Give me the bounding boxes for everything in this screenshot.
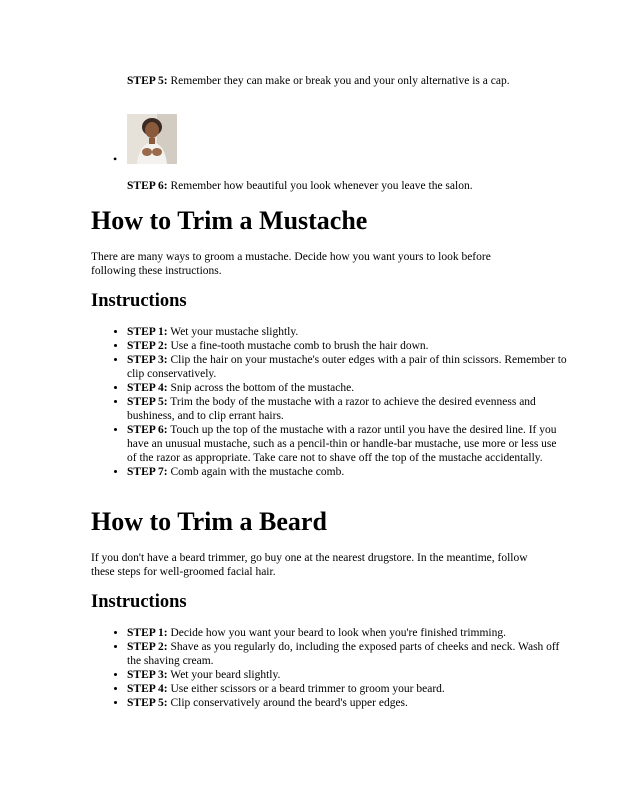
step-label: STEP 3: <box>127 669 168 681</box>
step-label: STEP 5: <box>127 396 168 408</box>
list-item <box>127 339 567 353</box>
step-text: Touch up the top of the mustache with a razor until you have the desired line. If you have an unusual mustache, such as a pencil-thin or handle-bar mustache, use more or less use of the razor as appropriate. Take care not to shave off the top of the mustache accidentally. <box>127 424 557 464</box>
step-text: Snip across the bottom of the mustache. <box>167 382 355 394</box>
step-text: Clip the hair on your mustache's outer edges with a pair of thin scissors. Remember to clip conservatively. <box>127 354 567 380</box>
step-text: Remember how beautiful you look whenever you leave the salon. <box>167 180 473 192</box>
beard-instructions-heading: Instructions <box>91 592 187 612</box>
top-step-6 <box>127 179 527 193</box>
step-text: Decide how you want your beard to look when you're finished trimming. <box>167 627 506 639</box>
step-text: Use either scissors or a beard trimmer to groom your beard. <box>167 683 445 695</box>
step-text: Comb again with the mustache comb. <box>167 466 345 478</box>
step-label: STEP 6: <box>127 424 168 436</box>
woman-thumbnail-image <box>127 114 177 164</box>
step-label: STEP 7: <box>127 466 168 478</box>
step-text: Clip conservatively around the beard's upper edges. <box>167 697 408 709</box>
mustache-steps-list <box>91 325 567 479</box>
top-step-5 <box>127 74 527 88</box>
list-item <box>127 682 567 696</box>
list-item <box>127 626 567 640</box>
step-label: STEP 5: <box>127 75 168 87</box>
step-label: STEP 4: <box>127 382 168 394</box>
step-text: Wet your mustache slightly. <box>167 326 299 338</box>
step-text: Wet your beard slightly. <box>167 669 281 681</box>
step-label: STEP 5: <box>127 697 168 709</box>
list-item <box>127 465 567 479</box>
list-item <box>127 325 567 339</box>
list-item <box>127 395 567 423</box>
list-item <box>127 696 567 710</box>
beard-steps-list <box>91 626 567 710</box>
step-text: Trim the body of the mustache with a razor to achieve the desired evenness and bushiness, and to clip errant hairs. <box>127 396 536 422</box>
beard-intro: If you don't have a beard trimmer, go buy one at the nearest drugstore. In the meantime, follow these steps for well-groomed facial hair. <box>91 552 528 578</box>
list-item <box>127 640 567 668</box>
step-label: STEP 1: <box>127 326 168 338</box>
step-label: STEP 2: <box>127 641 168 653</box>
bullet-icon: • <box>113 152 118 166</box>
step-text: Remember they can make or break you and your only alternative is a cap. <box>167 75 510 87</box>
beard-title: How to Trim a Beard <box>91 507 327 536</box>
step-label: STEP 2: <box>127 340 168 352</box>
list-item <box>127 668 567 682</box>
mustache-title: How to Trim a Mustache <box>91 206 368 235</box>
step-text: Shave as you regularly do, including the exposed parts of cheeks and neck. Wash off the shaving cream. <box>127 641 560 667</box>
list-item <box>127 381 567 395</box>
mustache-intro: There are many ways to groom a mustache. Decide how you want yours to look before following these instructions. <box>91 251 491 277</box>
list-item <box>127 353 567 381</box>
woman-photo-icon <box>127 114 177 164</box>
step-label: STEP 6: <box>127 180 168 192</box>
step-label: STEP 1: <box>127 627 168 639</box>
step-label: STEP 4: <box>127 683 168 695</box>
list-item <box>127 423 567 465</box>
step-text: Use a fine-tooth mustache comb to brush the hair down. <box>167 340 429 352</box>
mustache-instructions-heading: Instructions <box>91 291 187 311</box>
step-label: STEP 3: <box>127 354 168 366</box>
